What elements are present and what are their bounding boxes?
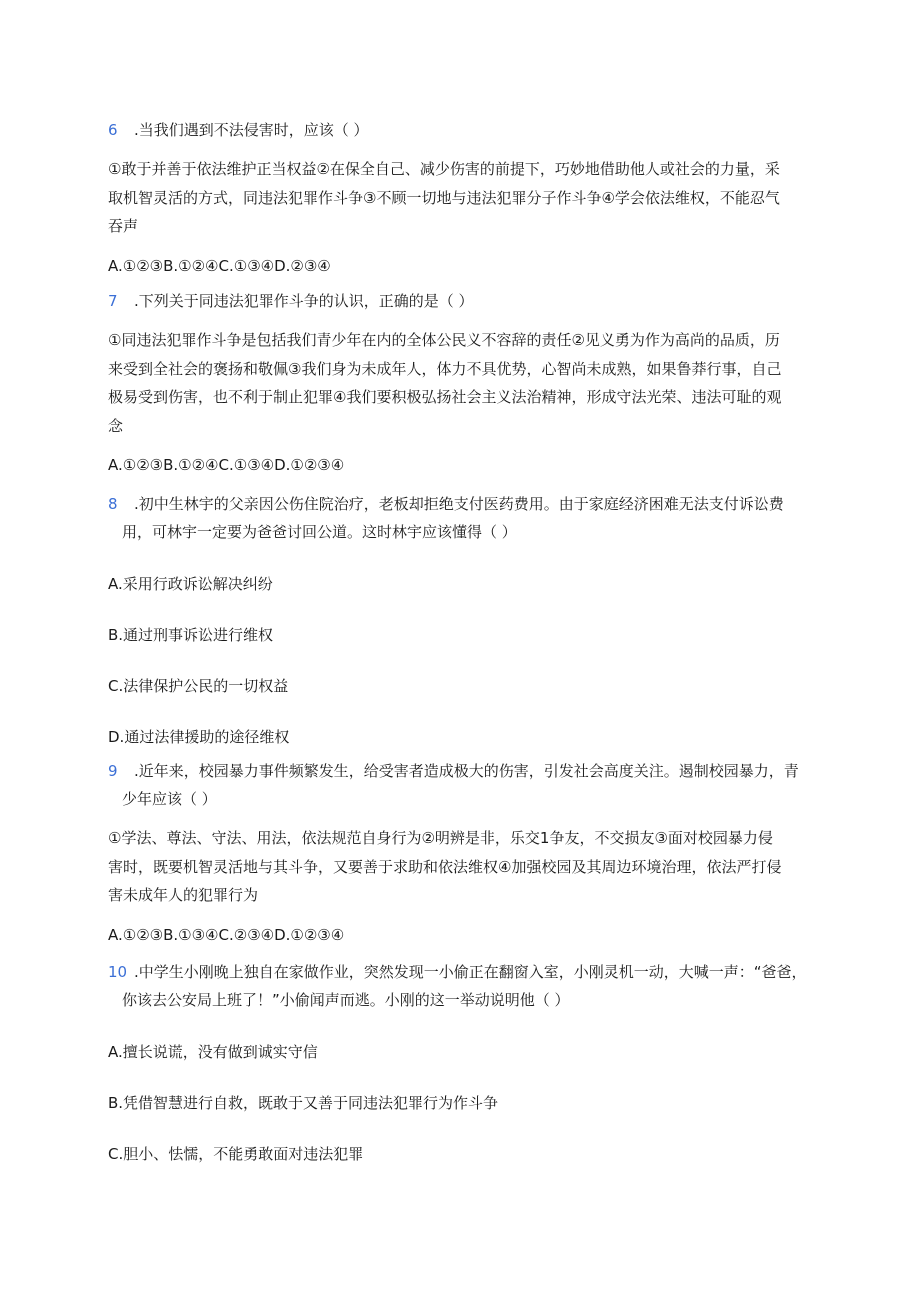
statement-line: 念 xyxy=(108,416,124,435)
question-number: 8 xyxy=(108,495,118,513)
question-number: 10 xyxy=(108,963,128,981)
question-8 xyxy=(108,490,818,751)
question-stem xyxy=(108,287,818,315)
statement-line: 害时，既要机智灵活地与其斗争，又要善于求助和依法维权④加强校园及其周边环境治理，依法严打侵 xyxy=(108,857,782,876)
statements xyxy=(108,155,818,241)
statements xyxy=(108,326,818,440)
statements xyxy=(108,824,818,910)
statement-line: 害未成年人的犯罪行为 xyxy=(108,886,259,904)
option-c: C.法律保护公民的一切权益 xyxy=(108,677,289,695)
statement-line: ①同违法犯罪作斗争是包括我们青少年在内的全体公民义不容辞的责任②见义勇为作为高尚的品质，历 xyxy=(108,331,780,349)
question-9 xyxy=(108,757,818,949)
question-stem xyxy=(108,116,818,144)
stem-text: .中学生小刚晚上独自在家做作业，突然发现一小偷正在翻窗入室，小刚灵机一动，大喊一声：“爸爸， xyxy=(134,963,807,981)
question-6 xyxy=(108,116,818,280)
stem-continuation: 用，可林宇一定要为爸爸讨回公道。这时林宇应该懂得（ ） xyxy=(122,523,517,541)
stem-text: .初中生林宇的父亲因公伤住院治疗，老板却拒绝支付医药费用。由于家庭经济困难无法支付诉讼费 xyxy=(134,495,784,513)
question-7 xyxy=(108,287,818,479)
option-d: D.通过法律援助的途径维权 xyxy=(108,728,290,746)
option-a: A.擅长说谎，没有做到诚实守信 xyxy=(108,1043,318,1061)
stem-text: .当我们遇到不法侵害时，应该（ ） xyxy=(134,121,369,139)
question-10 xyxy=(108,958,818,1168)
stem-text: .近年来，校园暴力事件频繁发生，给受害者造成极大的伤害，引发社会高度关注。遏制校园暴力，青 xyxy=(134,762,799,780)
question-number: 6 xyxy=(108,121,118,139)
answer-choices: A.①②③B.①②④C.①③④D.②③④ xyxy=(108,256,331,275)
statement-line: ①学法、尊法、守法、用法，依法规范自身行为②明辨是非，乐交1争友，不交损友③面对校园暴力侵 xyxy=(108,829,773,847)
stem-text: .下列关于同违法犯罪作斗争的认识，正确的是（ ） xyxy=(134,292,474,310)
option-b: B.通过刑事诉讼进行维权 xyxy=(108,626,274,644)
question-number: 7 xyxy=(108,292,118,310)
answer-choices: A.①②③B.①②④C.①③④D.①②③④ xyxy=(108,456,345,474)
statement-line: 吞声 xyxy=(108,217,139,235)
option-a: A.采用行政诉讼解决纠纷 xyxy=(108,575,273,593)
statement-line: 取机智灵活的方式，同违法犯罪作斗争③不顾一切地与违法犯罪分子作斗争④学会依法维权，不能忍气 xyxy=(108,188,780,207)
statement-line: 极易受到伤害，也不利于制止犯罪④我们要积极弘扬社会主义法治精神，形成守法光荣、违法可耻的观 xyxy=(108,388,782,406)
stem-continuation: 少年应该（ ） xyxy=(122,790,217,808)
question-number: 9 xyxy=(108,762,118,780)
answer-choices: A.①②③B.①③④C.②③④D.①②③④ xyxy=(108,925,345,944)
option-b: B.凭借智慧进行自救，既敢于又善于同违法犯罪行为作斗争 xyxy=(108,1094,499,1112)
option-c: C.胆小、怯懦，不能勇敢面对违法犯罪 xyxy=(108,1145,364,1163)
statement-line: 来受到全社会的褒扬和敬佩③我们身为未成年人，体力不具优势，心智尚未成熟，如果鲁莽行事，自己 xyxy=(108,359,782,378)
statement-line: ①敢于并善于依法维护正当权益②在保全自己、减少伤害的前提下，巧妙地借助他人或社会的力量，采 xyxy=(108,160,780,178)
question-stem xyxy=(108,958,818,986)
question-stem xyxy=(108,490,818,518)
stem-continuation: 你该去公安局上班了！”小偷闻声而逃。小刚的这一举动说明他（ ） xyxy=(122,991,570,1009)
question-stem xyxy=(108,757,818,785)
